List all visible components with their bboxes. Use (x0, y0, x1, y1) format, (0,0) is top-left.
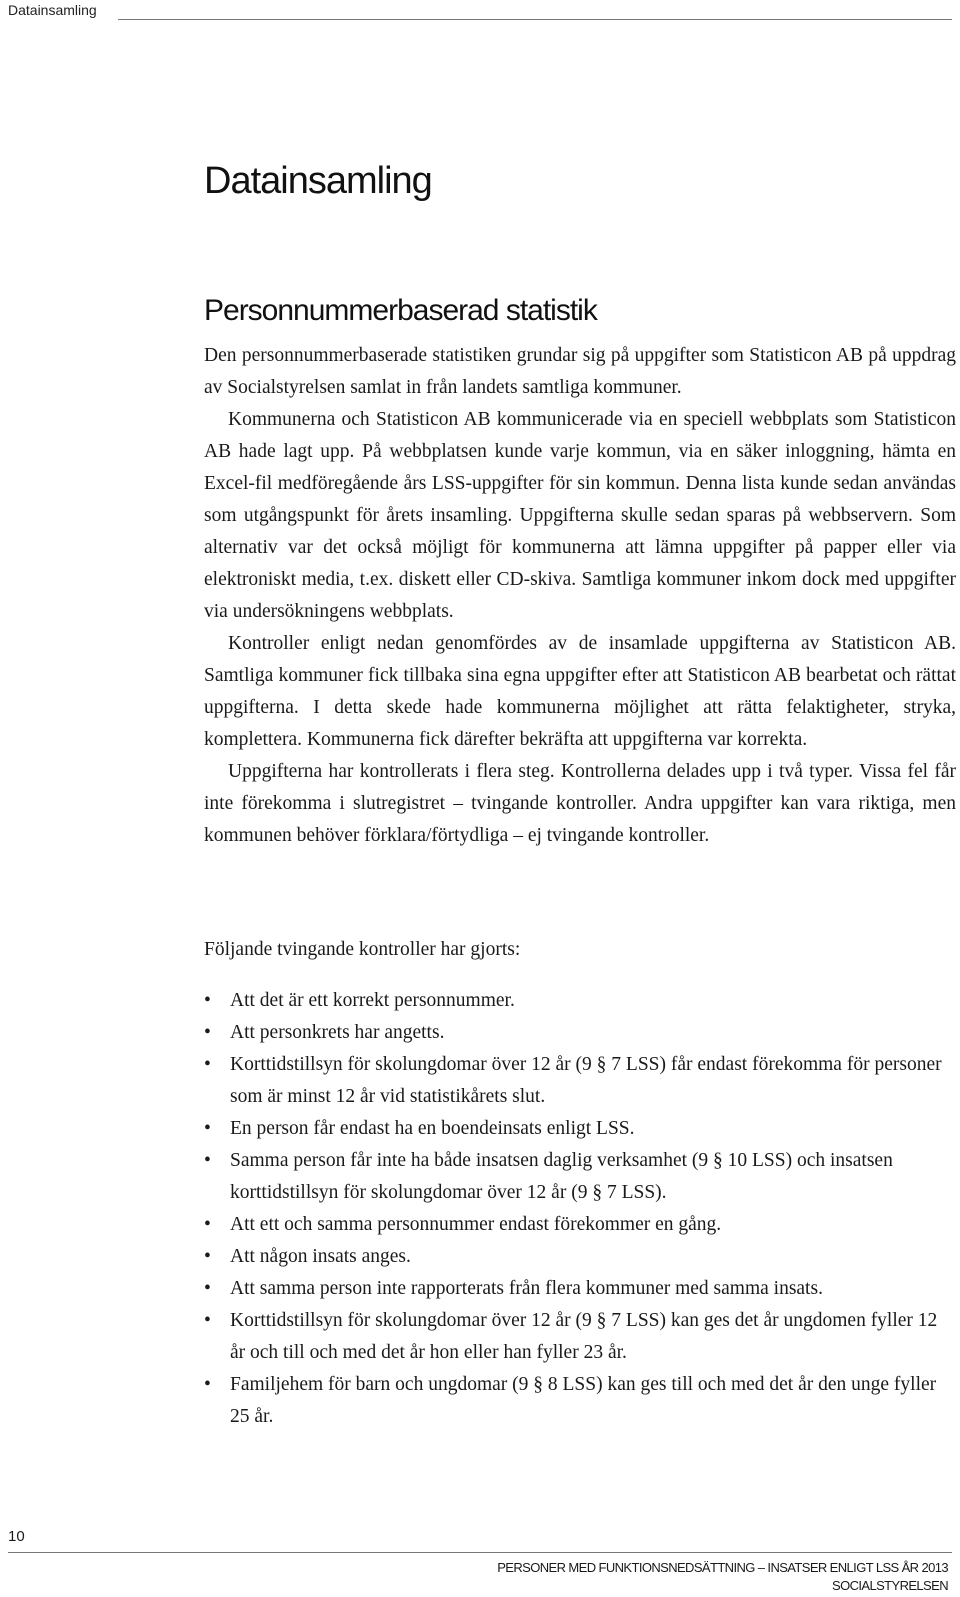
list-item (204, 1017, 956, 1049)
list-item (204, 1305, 956, 1369)
section-title: Personnummerbaserad statistik (204, 294, 597, 327)
list-item (204, 1273, 956, 1305)
bullet-icon: • (204, 1278, 211, 1299)
list-item-text: Familjehem för barn och ungdomar (9 § 8 LSS) kan ges till och med det år den unge fyller 25 år. (230, 1374, 937, 1427)
bullet-icon: • (204, 1150, 211, 1171)
bullet-icon: • (204, 990, 211, 1011)
paragraph-steg: Uppgifterna har kontrollerats i flera steg. Kontrollerna delades upp i två typer. Vissa fel får inte förekomma i slutregistret – tvingande kontroller. Andra uppgifter kan vara riktiga, men kommunen behöver förklara/förtydliga – ej tvingande kontroller. (204, 761, 956, 846)
paragraph-intro: Den personnummerbaserade statistiken grundar sig på uppgifter som Statisticon AB på uppdrag av Socialstyrelsen samlat in från landets samtliga kommuner. (204, 345, 956, 398)
list-item-text: En person får endast ha en boendeinsats enligt LSS. (230, 1118, 635, 1139)
list-item-text: Samma person får inte ha både insatsen daglig verksamhet (9 § 10 LSS) och insatsen korttidstillsyn för skolungdomar över 12 år (9 § 7 LSS). (230, 1150, 893, 1203)
list-item (204, 1113, 956, 1145)
list-item (204, 1241, 956, 1273)
bullet-icon: • (204, 1118, 211, 1139)
controls-list (204, 985, 956, 1433)
page-number: 10 (8, 1528, 25, 1545)
bullet-icon: • (204, 1374, 211, 1395)
list-item-text: Att personkrets har angetts. (230, 1022, 445, 1043)
list-intro: Följande tvingande kontroller har gjorts: (204, 939, 521, 960)
list-item-text: Att samma person inte rapporterats från flera kommuner med samma insats. (230, 1278, 823, 1299)
bullet-icon: • (204, 1246, 211, 1267)
bullet-icon: • (204, 1022, 211, 1043)
list-item-text: Korttidstillsyn för skolungdomar över 12 år (9 § 7 LSS) kan ges det år ungdomen fyller 12 år och till och med det år hon eller han fyller 23 år. (230, 1310, 938, 1363)
footer-rule (8, 1552, 952, 1553)
header-rule (118, 19, 952, 20)
list-item-text: Att någon insats anges. (230, 1246, 411, 1267)
bullet-icon: • (204, 1214, 211, 1235)
paragraph-kontroller: Kontroller enligt nedan genomfördes av de insamlade uppgifterna av Statisticon AB. Samtliga kommuner fick tillbaka sina egna uppgifter efter att Statisticon AB bearbetat och rättat uppgifterna. I detta skede hade kommunerna möjlighet att rätta felaktigheter, stryka, komplettera. Kommunerna fick därefter bekräfta att uppgifterna var korrekta. (204, 633, 956, 750)
list-item-text: Att det är ett korrekt personnummer. (230, 990, 515, 1011)
list-item (204, 1145, 956, 1209)
list-item (204, 985, 956, 1017)
page-title: Datainsamling (204, 160, 432, 202)
list-item (204, 1209, 956, 1241)
bullet-icon: • (204, 1310, 211, 1331)
list-item (204, 1369, 956, 1433)
running-title: Datainsamling (8, 2, 97, 18)
organization-name: SOCIALSTYRELSEN (832, 1578, 948, 1593)
list-item-text: Att ett och samma personnummer endast förekommer en gång. (230, 1214, 722, 1235)
paragraph-webbplats: Kommunerna och Statisticon AB kommunicerade via en speciell webbplats som Statisticon AB hade lagt upp. På webbplatsen kunde varje kommun, via en säker inloggning, hämta en Excel-fil medföregående års LSS-uppgifter för sin kommun. Denna lista kunde sedan användas som utgångspunkt för årets insamling. Uppgifterna skulle sedan sparas på webbservern. Som alternativ var det också möjligt för kommunerna att lämna uppgifter på papper eller via elektroniskt media, t.ex. diskett eller CD-skiva. Samtliga kommuner inkom dock med uppgifter via undersökningens webbplats. (204, 409, 956, 622)
list-item-text: Korttidstillsyn för skolungdomar över 12 år (9 § 7 LSS) får endast förekomma för personer som är minst 12 år vid statistikårets slut. (230, 1054, 942, 1107)
bullet-icon: • (204, 1054, 211, 1075)
publication-title: PERSONER MED FUNKTIONSNEDSÄTTNING – INSATSER ENLIGT LSS ÅR 2013 (497, 1560, 948, 1575)
body-section (204, 340, 956, 852)
list-item (204, 1049, 956, 1113)
